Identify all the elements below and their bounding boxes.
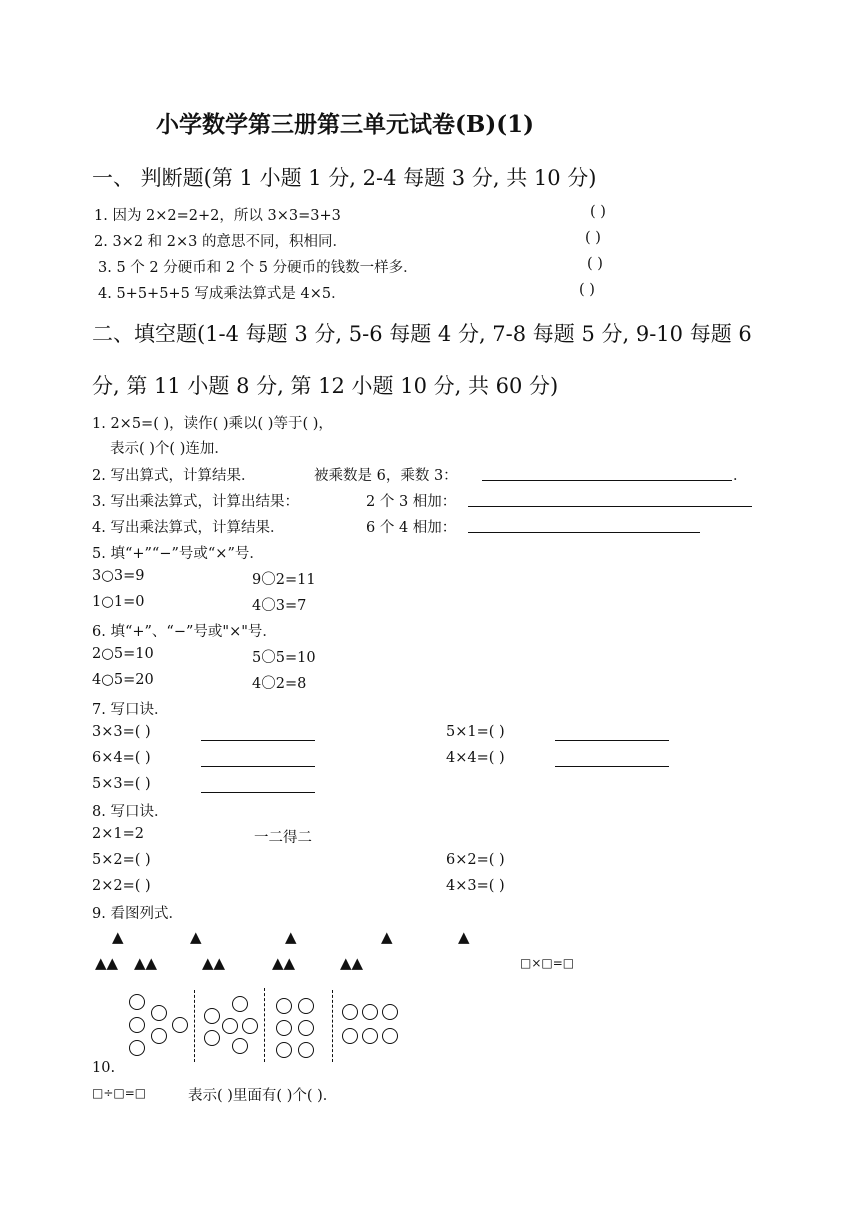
s2-q1-line2: 表示( )个( )连加． bbox=[110, 441, 229, 457]
triangle-icon: ▲ bbox=[285, 928, 297, 946]
s2-q7-e-line[interactable] bbox=[201, 776, 315, 793]
s2-q6-c[interactable]: 4○5=20 bbox=[92, 672, 154, 688]
s1-q4: 4. 5+5+5+5 写成乘法算式是 4×5． bbox=[98, 286, 346, 302]
s2-q5-c[interactable]: 1○1=0 bbox=[92, 594, 145, 610]
circle-icon bbox=[232, 1038, 248, 1054]
s2-q2-label: 2. 写出算式，计算结果． bbox=[92, 468, 256, 484]
s2-q4-answer-line[interactable] bbox=[468, 516, 700, 533]
circle-icon bbox=[298, 1042, 314, 1058]
s1-q1: 1. 因为 2×2=2+2，所以 3×3=3+3 bbox=[94, 208, 341, 224]
circle-icon bbox=[276, 998, 292, 1014]
s2-q8-e[interactable]: 4×3=( ) bbox=[446, 878, 505, 894]
dashed-divider bbox=[194, 990, 195, 1062]
s2-q8-d[interactable]: 2×2=( ) bbox=[92, 878, 151, 894]
s1-q3-answer[interactable]: ( ) bbox=[587, 256, 603, 272]
s2-q9-formula[interactable]: □×□=□ bbox=[520, 956, 575, 970]
s2-q4-label: 4. 写出乘法算式，计算结果． bbox=[92, 520, 285, 536]
s2-q9-label: 9. 看图列式． bbox=[92, 906, 183, 922]
s2-q5-a[interactable]: 3○3=9 bbox=[92, 568, 145, 584]
circle-icon bbox=[342, 1004, 358, 1020]
s2-q3-answer-line[interactable] bbox=[468, 490, 752, 507]
s2-q7-d[interactable]: 4×4=( ) bbox=[446, 750, 505, 766]
s2-q8-b[interactable]: 5×2=( ) bbox=[92, 852, 151, 868]
section2-heading-line1: 二、填空题(1-4 每题 3 分, 5-6 每题 4 分, 7-8 每题 5 分, 9-10 每题 6 bbox=[92, 322, 752, 346]
circle-icon bbox=[298, 1020, 314, 1036]
s1-q3: 3. 5 个 2 分硬币和 2 个 5 分硬币的钱数一样多． bbox=[98, 260, 418, 276]
circle-icon bbox=[276, 1020, 292, 1036]
s2-q2-prompt: 被乘数是 6，乘数 3： bbox=[314, 468, 458, 484]
s2-q10-formula[interactable]: □÷□=□ bbox=[92, 1086, 147, 1100]
s2-q2-answer-line[interactable] bbox=[482, 464, 732, 481]
s2-q6-label: 6. 填“+”、“−”号或"×"号． bbox=[92, 624, 277, 640]
s2-q7-b[interactable]: 5×1=( ) bbox=[446, 724, 505, 740]
circle-icon bbox=[204, 1008, 220, 1024]
triangle-pair-icon: ▲▲ bbox=[95, 954, 119, 972]
dashed-divider bbox=[264, 988, 265, 1062]
s2-q6-a[interactable]: 2○5=10 bbox=[92, 646, 154, 662]
s2-q1-line1: 1. 2×5=( )，读作( )乘以( )等于( )， bbox=[92, 416, 333, 432]
s2-q7-c[interactable]: 6×4=( ) bbox=[92, 750, 151, 766]
circle-icon bbox=[232, 996, 248, 1012]
triangle-icon: ▲ bbox=[381, 928, 393, 946]
circle-icon bbox=[362, 1004, 378, 1020]
s1-q1-answer[interactable]: ( ) bbox=[590, 204, 606, 220]
s2-q8-label: 8. 写口诀． bbox=[92, 804, 169, 820]
circle-icon bbox=[129, 1040, 145, 1056]
s2-q7-a-line[interactable] bbox=[201, 724, 315, 741]
triangle-pair-icon: ▲▲ bbox=[202, 954, 226, 972]
s2-q5-b[interactable]: 9〇2=11 bbox=[252, 572, 316, 588]
circle-icon bbox=[298, 998, 314, 1014]
page-title: 小学数学第三册第三单元试卷(B)(1) bbox=[156, 111, 534, 138]
s2-q3-prompt: 2 个 3 相加： bbox=[366, 494, 457, 510]
triangle-icon: ▲ bbox=[190, 928, 202, 946]
s2-q6-b[interactable]: 5〇5=10 bbox=[252, 650, 316, 666]
s2-q7-e[interactable]: 5×3=( ) bbox=[92, 776, 151, 792]
dashed-divider bbox=[332, 990, 333, 1062]
circle-icon bbox=[129, 1017, 145, 1033]
s2-q6-d[interactable]: 4〇2=8 bbox=[252, 676, 307, 692]
s1-q2: 2. 3×2 和 2×3 的意思不同，积相同． bbox=[94, 234, 347, 250]
s1-q4-answer[interactable]: ( ) bbox=[579, 282, 595, 298]
circle-icon bbox=[204, 1030, 220, 1046]
section1-heading: 一、 判断题(第 1 小题 1 分, 2-4 每题 3 分, 共 10 分) bbox=[92, 166, 597, 190]
s1-q2-answer[interactable]: ( ) bbox=[585, 230, 601, 246]
s2-q3-label: 3. 写出乘法算式，计算出结果： bbox=[92, 494, 299, 510]
circle-icon bbox=[382, 1004, 398, 1020]
s2-q7-label: 7. 写口诀． bbox=[92, 702, 169, 718]
triangle-pair-icon: ▲▲ bbox=[134, 954, 158, 972]
triangle-icon: ▲ bbox=[112, 928, 124, 946]
s2-q10-text: 表示( )里面有( )个( )． bbox=[188, 1088, 338, 1104]
triangle-pair-icon: ▲▲ bbox=[340, 954, 364, 972]
s2-q8-a: 2×1=2 bbox=[92, 826, 144, 842]
circle-icon bbox=[242, 1018, 258, 1034]
circle-icon bbox=[362, 1028, 378, 1044]
triangle-icon: ▲ bbox=[458, 928, 470, 946]
s2-q5-d[interactable]: 4〇3=7 bbox=[252, 598, 307, 614]
s2-q8-a-verse: 一二得二 bbox=[254, 830, 312, 846]
s2-q4-prompt: 6 个 4 相加： bbox=[366, 520, 457, 536]
circle-icon bbox=[129, 994, 145, 1010]
s2-q2-end: ． bbox=[733, 468, 748, 484]
circle-icon bbox=[151, 1028, 167, 1044]
circle-icon bbox=[151, 1005, 167, 1021]
s2-q8-c[interactable]: 6×2=( ) bbox=[446, 852, 505, 868]
s2-q7-c-line[interactable] bbox=[201, 750, 315, 767]
circle-icon bbox=[382, 1028, 398, 1044]
triangle-pair-icon: ▲▲ bbox=[272, 954, 296, 972]
s2-q5-label: 5. 填“+”“−”号或“×”号． bbox=[92, 546, 264, 562]
s2-q7-d-line[interactable] bbox=[555, 750, 669, 767]
circle-icon bbox=[222, 1018, 238, 1034]
circle-icon bbox=[172, 1017, 188, 1033]
s2-q10-label: 10. bbox=[92, 1060, 116, 1076]
circle-icon bbox=[276, 1042, 292, 1058]
circle-icon bbox=[342, 1028, 358, 1044]
s2-q7-b-line[interactable] bbox=[555, 724, 669, 741]
s2-q7-a[interactable]: 3×3=( ) bbox=[92, 724, 151, 740]
section2-heading-line2: 分, 第 11 小题 8 分, 第 12 小题 10 分, 共 60 分) bbox=[92, 374, 559, 398]
